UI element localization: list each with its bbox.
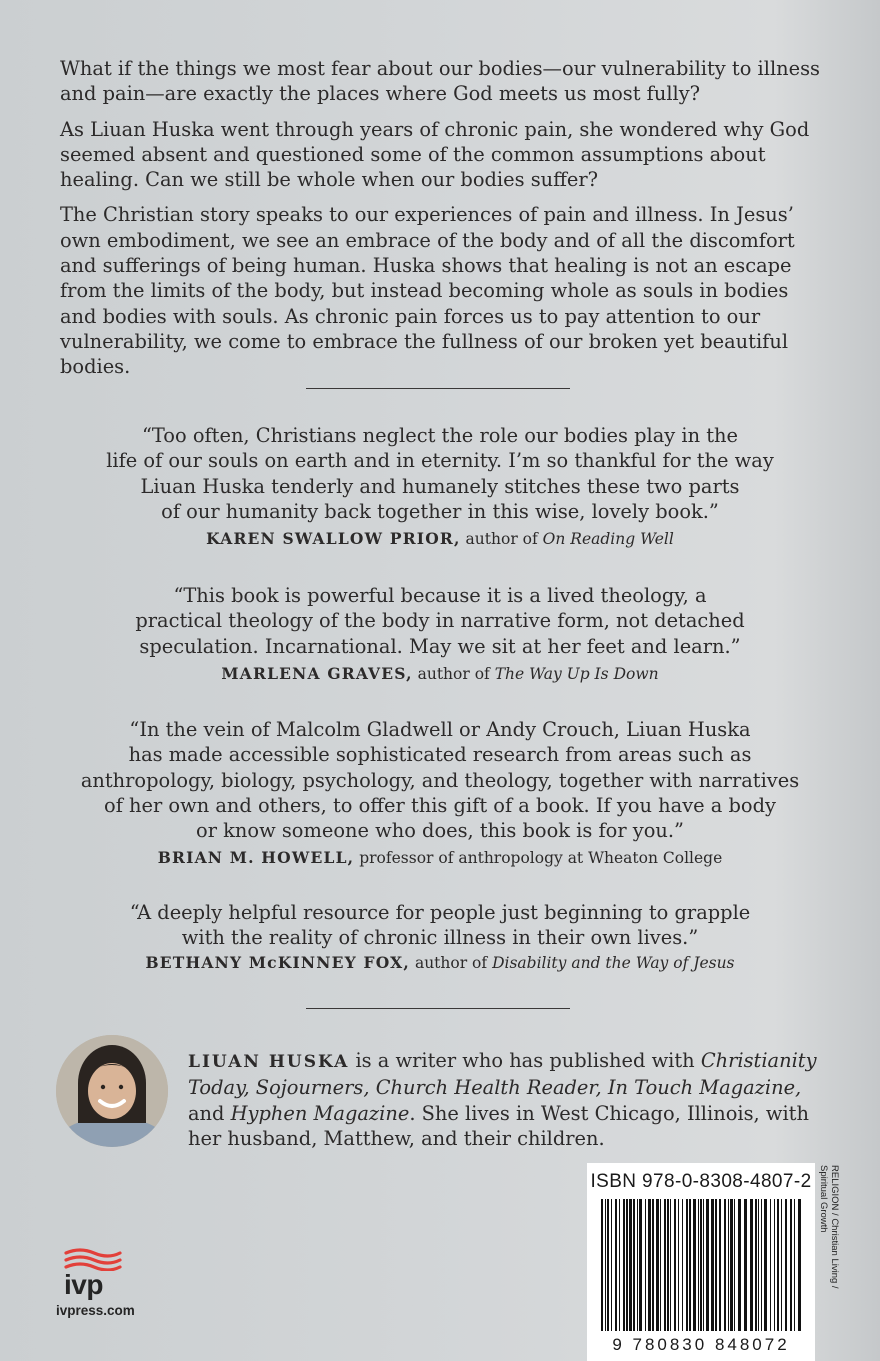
- quote-line: life of our souls on earth and in eternity. I’m so thankful for the way: [106, 449, 774, 473]
- quote-line: of her own and others, to offer this gift of a book. If you have a body: [104, 793, 776, 817]
- book-description: [60, 56, 820, 390]
- quote-line: with the reality of chronic illness in their own lives.”: [181, 926, 699, 950]
- endorsement-1: [40, 423, 840, 550]
- endorsement-quote: [40, 583, 840, 659]
- endorsement-attribution: [40, 528, 840, 550]
- quote-line: “Too often, Christians neglect the role our bodies play in the: [141, 424, 739, 447]
- bio-publications: Hyphen Magazine: [230, 1101, 410, 1125]
- endorser-name: BETHANY McKINNEY FOX,: [145, 952, 411, 972]
- quote-line: of our humanity back together in this wise, lovely book.”: [161, 499, 719, 523]
- endorsement-3: [40, 717, 840, 869]
- quote-line: “This book is powerful because it is a lived theology, a: [173, 584, 707, 607]
- endorser-work: Disability and the Way of Jesus: [492, 953, 735, 972]
- bio-text: . She lives in West Chicago, Illinois, with her husband, Matthew, and their children.: [188, 1101, 809, 1150]
- author-name: LIUAN HUSKA: [188, 1052, 350, 1072]
- author-portrait-icon: [56, 1035, 168, 1147]
- endorsement-attribution: [40, 952, 840, 974]
- ivp-waves-icon: [62, 1247, 122, 1271]
- endorsement-quote: [40, 717, 840, 843]
- endorser-role: author of: [417, 664, 490, 683]
- quote-line: Liuan Huska tenderly and humanely stitches these two parts: [140, 474, 740, 498]
- barcode-digits: 9 780830 848072: [612, 1335, 790, 1354]
- endorsement-attribution: [40, 663, 840, 685]
- bio-publications: Christianity Today, Sojourners, Church Health Reader, In Touch Magazine,: [188, 1049, 817, 1100]
- quote-line: has made accessible sophisticated research from areas such as: [128, 743, 752, 767]
- endorsement-attribution: [40, 847, 840, 869]
- endorser-work: On Reading Well: [542, 530, 674, 549]
- divider-bottom: [306, 1008, 570, 1009]
- endorser-role: professor of anthropology at Wheaton College: [359, 849, 723, 868]
- description-paragraph-1: What if the things we most fear about our bodies—our vulnerability to illness and pain—are exactly the places where God meets us most fully?: [60, 57, 821, 106]
- author-bio: [188, 1048, 828, 1151]
- isbn-barcode: [587, 1163, 815, 1361]
- quote-line: speculation. Incarnational. May we sit at her feet and learn.”: [139, 634, 741, 658]
- endorser-name: KAREN SWALLOW PRIOR,: [206, 529, 461, 549]
- endorser-name: MARLENA GRAVES,: [221, 663, 413, 683]
- bio-text: and: [188, 1101, 231, 1125]
- endorser-role: author of: [414, 953, 488, 972]
- description-paragraph-2: As Liuan Huska went through years of chronic pain, she wondered why God seemed absent and questioned some of the common assumptions about healing. Can we still be whole when our bodies suffer?: [60, 117, 810, 192]
- endorser-work: The Way Up Is Down: [494, 664, 659, 683]
- quote-line: practical theology of the body in narrative form, not detached: [135, 609, 745, 633]
- subject-line-2: Spiritual Growth: [818, 1165, 829, 1233]
- publisher-url: ivpress.com: [56, 1303, 135, 1318]
- barcode-bars-icon: [587, 1163, 815, 1361]
- endorser-name: BRIAN M. HOWELL,: [157, 848, 355, 868]
- subject-category: [818, 1165, 842, 1289]
- quote-line: “In the vein of Malcolm Gladwell or Andy Crouch, Liuan Huska: [129, 718, 751, 741]
- divider-top: [306, 388, 570, 389]
- quote-line: “A deeply helpful resource for people just beginning to grapple: [129, 901, 751, 924]
- endorsement-quote: [40, 900, 840, 951]
- subject-text: [818, 1165, 840, 1289]
- description-paragraph-3: The Christian story speaks to our experiences of pain and illness. In Jesus’ own embodiment, we see an embrace of the body and of all the discomfort and sufferings of being human. Huska shows that healing is not an escape from the limits of the body, but instead becoming whole as souls in bodies and bodies with souls. As chronic pain forces us to pay attention to our vulnerability, we come to embrace the fullness of our broken yet beautiful bodies.: [60, 203, 795, 379]
- endorser-role: author of: [465, 530, 538, 549]
- ivp-logo-text: ivp: [64, 1269, 103, 1300]
- isbn-number: ISBN 978-0-8308-4807-2: [590, 1171, 812, 1192]
- quote-line: anthropology, biology, psychology, and theology, together with narratives: [80, 768, 800, 792]
- endorsement-2: [40, 583, 840, 685]
- quote-line: or know someone who does, this book is for you.”: [196, 819, 684, 843]
- endorsement-quote: [40, 423, 840, 524]
- author-photo: [56, 1035, 168, 1147]
- endorsement-4: [40, 900, 840, 974]
- subject-line-1: RELIGION / Christian Living /: [829, 1165, 840, 1289]
- bio-text: is a writer who has published with: [349, 1049, 701, 1072]
